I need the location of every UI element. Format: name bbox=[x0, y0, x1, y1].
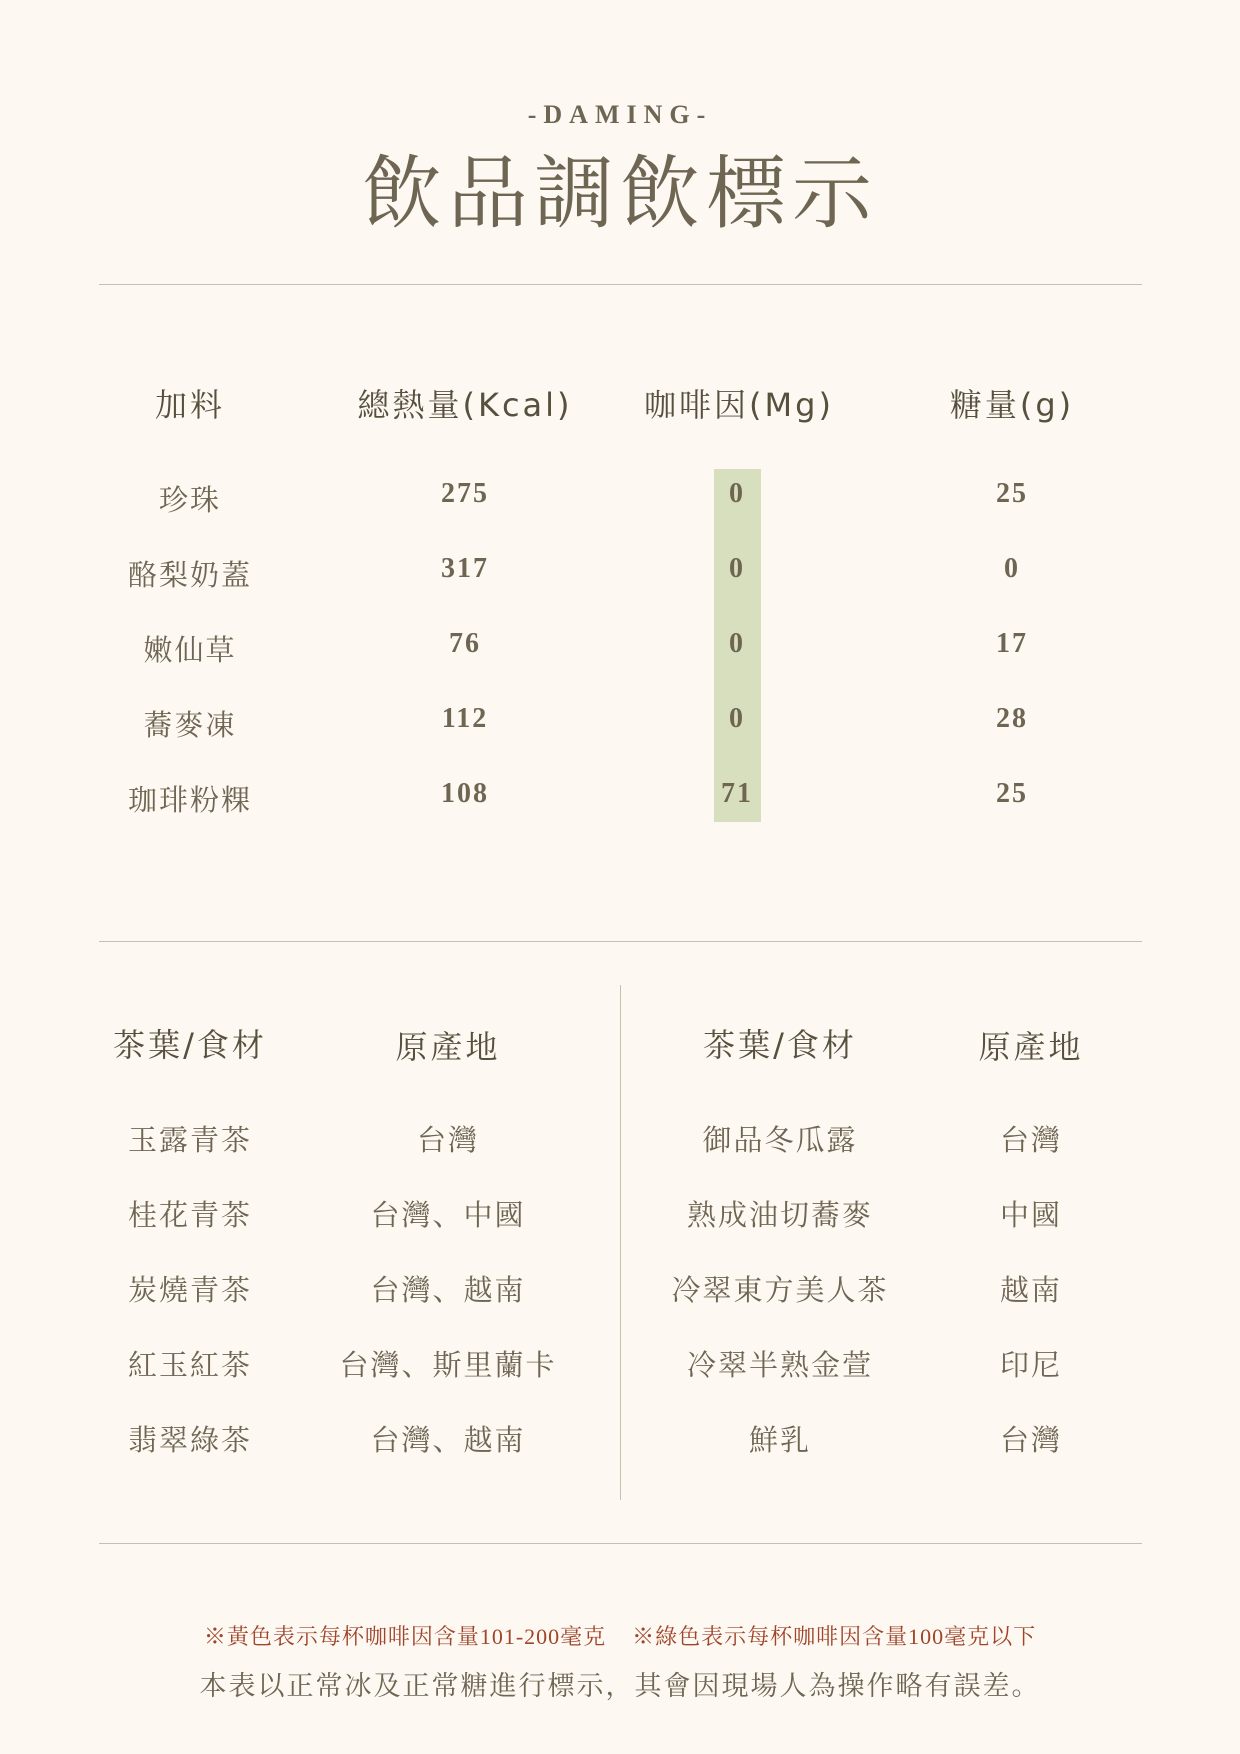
header-sugar: 糖量(g) bbox=[949, 386, 1075, 424]
ingredient-name: 冷翠東方美人茶 bbox=[671, 1273, 889, 1307]
topping-calories: 112 bbox=[441, 703, 489, 734]
topping-calories: 108 bbox=[441, 778, 489, 809]
ingredient-origin: 台灣、越南 bbox=[370, 1273, 526, 1307]
caffeine-legend-note bbox=[0, 1620, 1240, 1651]
ingredient-origin: 台灣 bbox=[999, 1423, 1063, 1457]
topping-name: 珍珠 bbox=[158, 483, 222, 517]
ingredient-origin: 台灣 bbox=[999, 1123, 1063, 1157]
topping-name: 蕎麥凍 bbox=[143, 708, 237, 742]
green-legend: ※綠色表示每杯咖啡因含量100毫克以下 bbox=[632, 1624, 1037, 1649]
divider-bottom bbox=[99, 1543, 1142, 1544]
ingredient-name: 冷翠半熟金萱 bbox=[686, 1348, 874, 1382]
topping-sugar: 17 bbox=[996, 628, 1028, 659]
ingredient-origin: 台灣 bbox=[416, 1123, 480, 1157]
divider-middle bbox=[99, 941, 1142, 942]
topping-caffeine: 0 bbox=[729, 478, 745, 509]
disclaimer: 本表以正常冰及正常糖進行標示，其會因現場人為操作略有誤差。 bbox=[199, 1671, 1041, 1701]
ingredient-name: 鮮乳 bbox=[748, 1423, 812, 1457]
page-title: 飲品調飲標示 bbox=[362, 147, 878, 240]
ingredient-name: 翡翠綠茶 bbox=[127, 1423, 253, 1457]
header-caffeine: 咖啡因(Mg) bbox=[644, 386, 834, 424]
ingredient-name: 御品冬瓜露 bbox=[702, 1123, 858, 1157]
topping-sugar: 25 bbox=[996, 478, 1028, 509]
ingredient-name: 熟成油切蕎麥 bbox=[686, 1198, 874, 1232]
topping-name: 珈琲粉粿 bbox=[127, 783, 253, 817]
ingredient-origin: 中國 bbox=[999, 1198, 1063, 1232]
header-origin: 原產地 bbox=[395, 1028, 501, 1066]
topping-caffeine: 71 bbox=[721, 778, 753, 809]
topping-sugar: 0 bbox=[1004, 553, 1020, 584]
ingredient-origin: 印尼 bbox=[999, 1348, 1063, 1382]
yellow-legend: ※黃色表示每杯咖啡因含量101-200毫克 bbox=[203, 1624, 607, 1649]
topping-sugar: 28 bbox=[996, 703, 1028, 734]
header-ingredient: 茶葉/食材 bbox=[703, 1026, 857, 1064]
header-origin: 原產地 bbox=[978, 1028, 1084, 1066]
ingredient-origin: 越南 bbox=[999, 1273, 1063, 1307]
topping-calories: 76 bbox=[449, 628, 481, 659]
ingredient-name: 桂花青茶 bbox=[127, 1198, 253, 1232]
topping-calories: 275 bbox=[441, 478, 489, 509]
divider-vertical bbox=[620, 985, 621, 1500]
ingredient-origin: 台灣、越南 bbox=[370, 1423, 526, 1457]
ingredient-name: 紅玉紅茶 bbox=[127, 1348, 253, 1382]
topping-calories: 317 bbox=[441, 553, 489, 584]
ingredient-origin: 台灣、斯里蘭卡 bbox=[339, 1348, 557, 1382]
topping-sugar: 25 bbox=[996, 778, 1028, 809]
topping-name: 嫩仙草 bbox=[143, 633, 237, 667]
topping-caffeine: 0 bbox=[729, 553, 745, 584]
header-ingredient: 茶葉/食材 bbox=[113, 1026, 267, 1064]
ingredient-origin: 台灣、中國 bbox=[370, 1198, 526, 1232]
ingredient-name: 炭燒青茶 bbox=[127, 1273, 253, 1307]
header-calories: 總熱量(Kcal) bbox=[357, 386, 573, 424]
ingredient-name: 玉露青茶 bbox=[127, 1123, 253, 1157]
divider-top bbox=[99, 284, 1142, 285]
topping-name: 酪梨奶蓋 bbox=[127, 558, 253, 592]
header-topping: 加料 bbox=[154, 386, 226, 424]
topping-caffeine: 0 bbox=[729, 628, 745, 659]
brand-name: -DAMING- bbox=[527, 100, 713, 129]
topping-caffeine: 0 bbox=[729, 703, 745, 734]
